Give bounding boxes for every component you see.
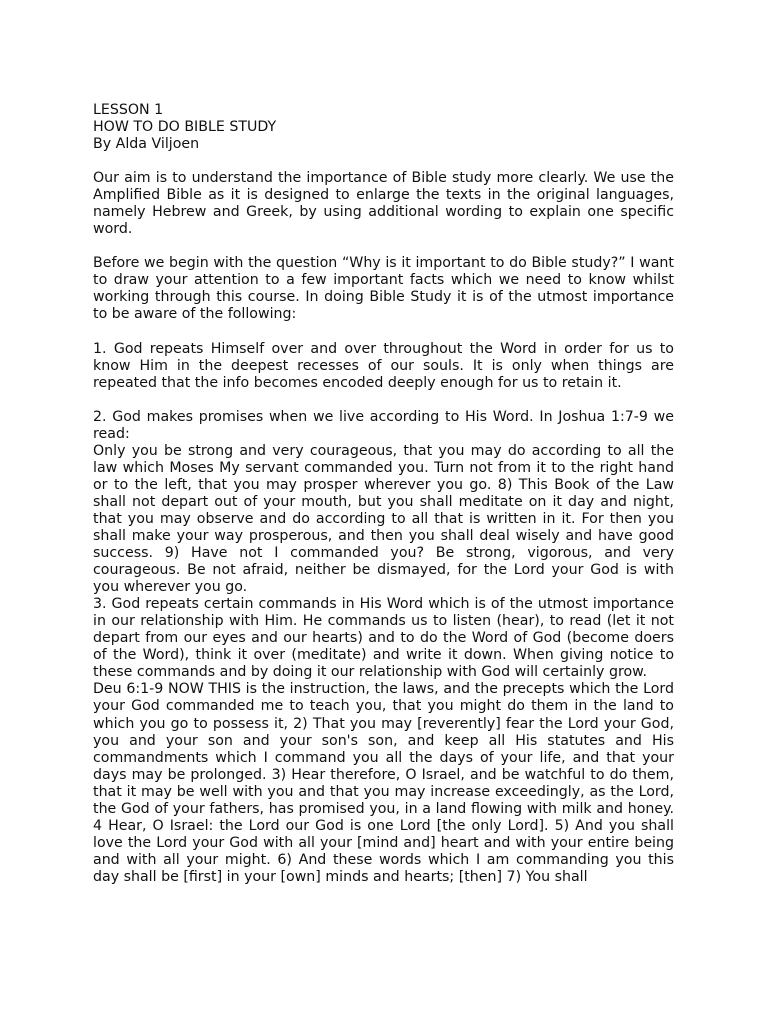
paragraph-point-3: 3. God repeats certain commands in His Word which is of the utmost importance in our relationship with Him. He commands us to listen (hear), to read (let it not depart from our eyes and our hearts) and to do the Word of God (become doers of the Word), think it over (meditate) and write it down. When giving notice to these commands and by doing it our relationship with God will certainly grow. bbox=[93, 596, 674, 681]
paragraph-point-1: 1. God repeats Himself over and over throughout the Word in order for us to know Him in the deepest recesses of our souls. It is only when things are repeated that the info becomes encoded deeply enough for us to retain it. bbox=[93, 340, 674, 391]
paragraph-deuteronomy-quote: Deu 6:1-9 NOW THIS is the instruction, the laws, and the precepts which the Lord your God commanded me to teach you, that you might do them in the land to which you go to possess it, 2) That you may [reverently] fear the Lord your God, you and your son and your son's son, and keep all His statutes and His commandments which I command you all the days of your life, and that your days may be prolonged. 3) Hear therefore, O Israel, and be watchful to do them, that it may be well with you and that you may increase exceedingly, as the Lord, the God of your fathers, has promised you, in a land flowing with milk and honey. 4 Hear, O Israel: the Lord our God is one Lord [the only Lord]. 5) And you shall love the Lord your God with all your [mind and] heart and with your entire being and with all your might. 6) And these words which I am commanding you this day shall be [first] in your [own] minds and hearts; [then] 7) You shall bbox=[93, 681, 674, 885]
author-line: By Alda Viljoen bbox=[93, 136, 200, 153]
paragraph-point-2: 2. God makes promises when we live according to His Word. In Joshua 1:7-9 we read: bbox=[93, 408, 674, 442]
document-page bbox=[93, 102, 674, 886]
lesson-title: HOW TO DO BIBLE STUDY bbox=[93, 119, 277, 136]
paragraph-joshua-quote: Only you be strong and very courageous, that you may do according to all the law which Moses My servant commanded you. Turn not from it to the right hand or to the left, that you may prosper wherever you go. 8) This Book of the Law shall not depart out of your mouth, but you shall meditate on it day and night, that you may observe and do according to all that is written in it. For then you shall make your way prosperous, and then you shall deal wisely and have good success. 9) Have not I commanded you? Be strong, vigorous, and very courageous. Be not afraid, neither be dismayed, for the Lord your God is with you wherever you go. bbox=[93, 442, 674, 596]
paragraph-intro: Before we begin with the question “Why is it important to do Bible study?” I want to draw your attention to a few important facts which we need to know whilst working through this course. In doing Bible Study it is of the utmost importance to be aware of the following: bbox=[93, 255, 674, 323]
lesson-number: LESSON 1 bbox=[93, 102, 164, 118]
paragraph-aim: Our aim is to understand the importance of Bible study more clearly. We use the Amplified Bible as it is designed to enlarge the texts in the original languages, namely Hebrew and Greek, by using additional wording to explain one specific word. bbox=[93, 170, 674, 238]
